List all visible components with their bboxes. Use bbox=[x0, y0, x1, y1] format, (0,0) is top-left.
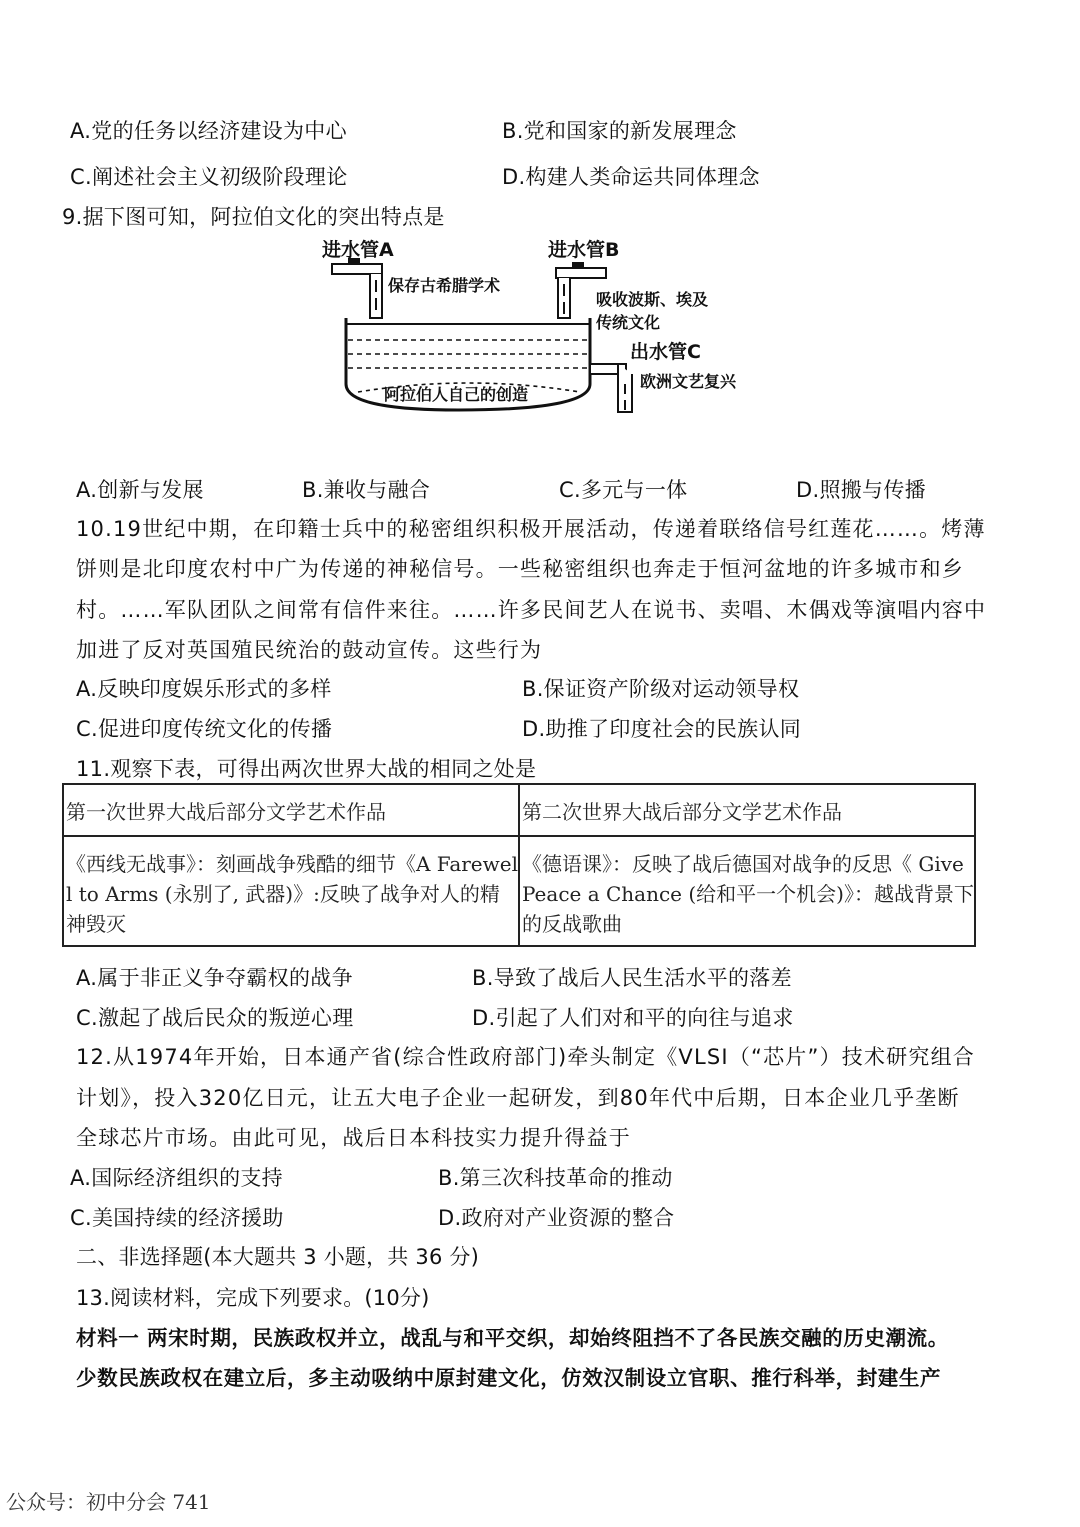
table-row bbox=[63, 836, 975, 946]
q11-option-a: A.属于非正义争夺霸权的战争 bbox=[76, 966, 353, 990]
footer-watermark: 公众号：初中分会 741 bbox=[6, 1490, 211, 1514]
q11-option-b: B.导致了战后人民生活水平的落差 bbox=[472, 966, 792, 990]
q8-option-b: B.党和国家的新发展理念 bbox=[502, 119, 737, 143]
q8-option-d: D.构建人类命运共同体理念 bbox=[502, 165, 760, 189]
table-header-ww2: 第二次世界大战后部分文学艺术作品 bbox=[519, 784, 975, 836]
table-cell-ww2-works: 《德语课》：反映了战后德国对战争的反思《 Give Peace a Chance (给和平一个机会)》：越战背景下的反战歌曲 bbox=[519, 836, 975, 946]
inlet-b-label-1: 吸收波斯、埃及 bbox=[596, 290, 709, 309]
section-2-title: 二、非选择题(本大题共 3 小题，共 36 分) bbox=[76, 1245, 479, 1269]
q10-text-line-4: 加进了反对英国殖民统治的鼓动宣传。这些行为 bbox=[76, 638, 543, 662]
q12-text-line-2: 计划》，投入320亿日元，让五大电子企业一起研发，到80年代中后期，日本企业几乎垄断 bbox=[76, 1086, 960, 1110]
table-header-ww1: 第一次世界大战后部分文学艺术作品 bbox=[63, 784, 519, 836]
inlet-pipe-a bbox=[332, 258, 382, 318]
outlet-c-title: 出水管C bbox=[630, 341, 701, 363]
table-header-row bbox=[63, 784, 975, 836]
q10-option-b: B.保证资产阶级对运动领导权 bbox=[522, 677, 800, 701]
q12-text-line-3: 全球芯片市场。由此可见，战后日本科技实力提升得益于 bbox=[76, 1126, 631, 1150]
q9-option-c: C.多元与一体 bbox=[559, 478, 688, 502]
q11-option-d: D.引起了人们对和平的向往与追求 bbox=[472, 1006, 794, 1030]
material-1-line-1: 材料一 两宋时期，民族政权并立，战乱与和平交织，却始终阻挡不了各民族交融的历史潮流。 bbox=[76, 1326, 949, 1350]
q11-option-c: C.激起了战后民众的叛逆心理 bbox=[76, 1006, 354, 1030]
tank-base-label: 阿拉伯人自己的创造 bbox=[384, 385, 529, 404]
outlet-pipe-c bbox=[590, 364, 632, 412]
q10-text-line-1: 10.19世纪中期，在印籍士兵中的秘密组织积极开展活动，传递着联络信号红莲花……。烤薄 bbox=[76, 517, 986, 541]
inlet-b-label-2: 传统文化 bbox=[596, 313, 661, 332]
q12-option-b: B.第三次科技革命的推动 bbox=[438, 1166, 673, 1190]
q12-option-d: D.政府对产业资源的整合 bbox=[438, 1206, 675, 1230]
q12-option-a: A.国际经济组织的支持 bbox=[70, 1166, 283, 1190]
q12-option-c: C.美国持续的经济援助 bbox=[70, 1206, 284, 1230]
arab-culture-water-tank-diagram bbox=[318, 234, 778, 424]
q9-option-d: D.照搬与传播 bbox=[796, 478, 926, 502]
q10-option-c: C.促进印度传统文化的传播 bbox=[76, 717, 333, 741]
q10-text-line-2: 饼则是北印度农村中广为传递的神秘信号。一些秘密组织也奔走于恒河盆地的许多城市和乡 bbox=[76, 557, 964, 581]
table-cell-ww1-works: 《西线无战事》：刻画战争残酷的细节《A Farewell to Arms (永别了, 武器)》:反映了战争对人的精神毁灭 bbox=[63, 836, 519, 946]
ww-literature-comparison-table bbox=[62, 783, 976, 947]
q9-option-b: B.兼收与融合 bbox=[302, 478, 431, 502]
q10-option-a: A.反映印度娱乐形式的多样 bbox=[76, 677, 332, 701]
q9-stem: 9.据下图可知，阿拉伯文化的突出特点是 bbox=[62, 205, 445, 229]
q10-text-line-3: 村。……军队团队之间常有信件来往。……许多民间艺人在说书、卖唱、木偶戏等演唱内容中 bbox=[76, 598, 987, 622]
q12-text-line-1: 12.从1974年开始，日本通产省(综合性政府部门)牵头制定《VLSI（“芯片”）技术研究组合 bbox=[76, 1045, 975, 1069]
outlet-c-label: 欧洲文艺复兴 bbox=[640, 372, 737, 391]
q8-option-c: C.阐述社会主义初级阶段理论 bbox=[70, 165, 348, 189]
material-1-line-2: 少数民族政权在建立后，多主动吸纳中原封建文化，仿效汉制设立官职、推行科举，封建生产 bbox=[76, 1366, 942, 1390]
inlet-a-title: 进水管A bbox=[322, 239, 394, 261]
inlet-b-title: 进水管B bbox=[548, 239, 620, 261]
q11-stem: 11.观察下表，可得出两次世界大战的相同之处是 bbox=[76, 757, 537, 781]
inlet-a-label: 保存古希腊学术 bbox=[388, 276, 501, 295]
q9-option-a: A.创新与发展 bbox=[76, 478, 204, 502]
q10-option-d: D.助推了印度社会的民族认同 bbox=[522, 717, 802, 741]
q8-option-a: A.党的任务以经济建设为中心 bbox=[70, 119, 347, 143]
q13-stem: 13.阅读材料，完成下列要求。(10分) bbox=[76, 1286, 430, 1310]
